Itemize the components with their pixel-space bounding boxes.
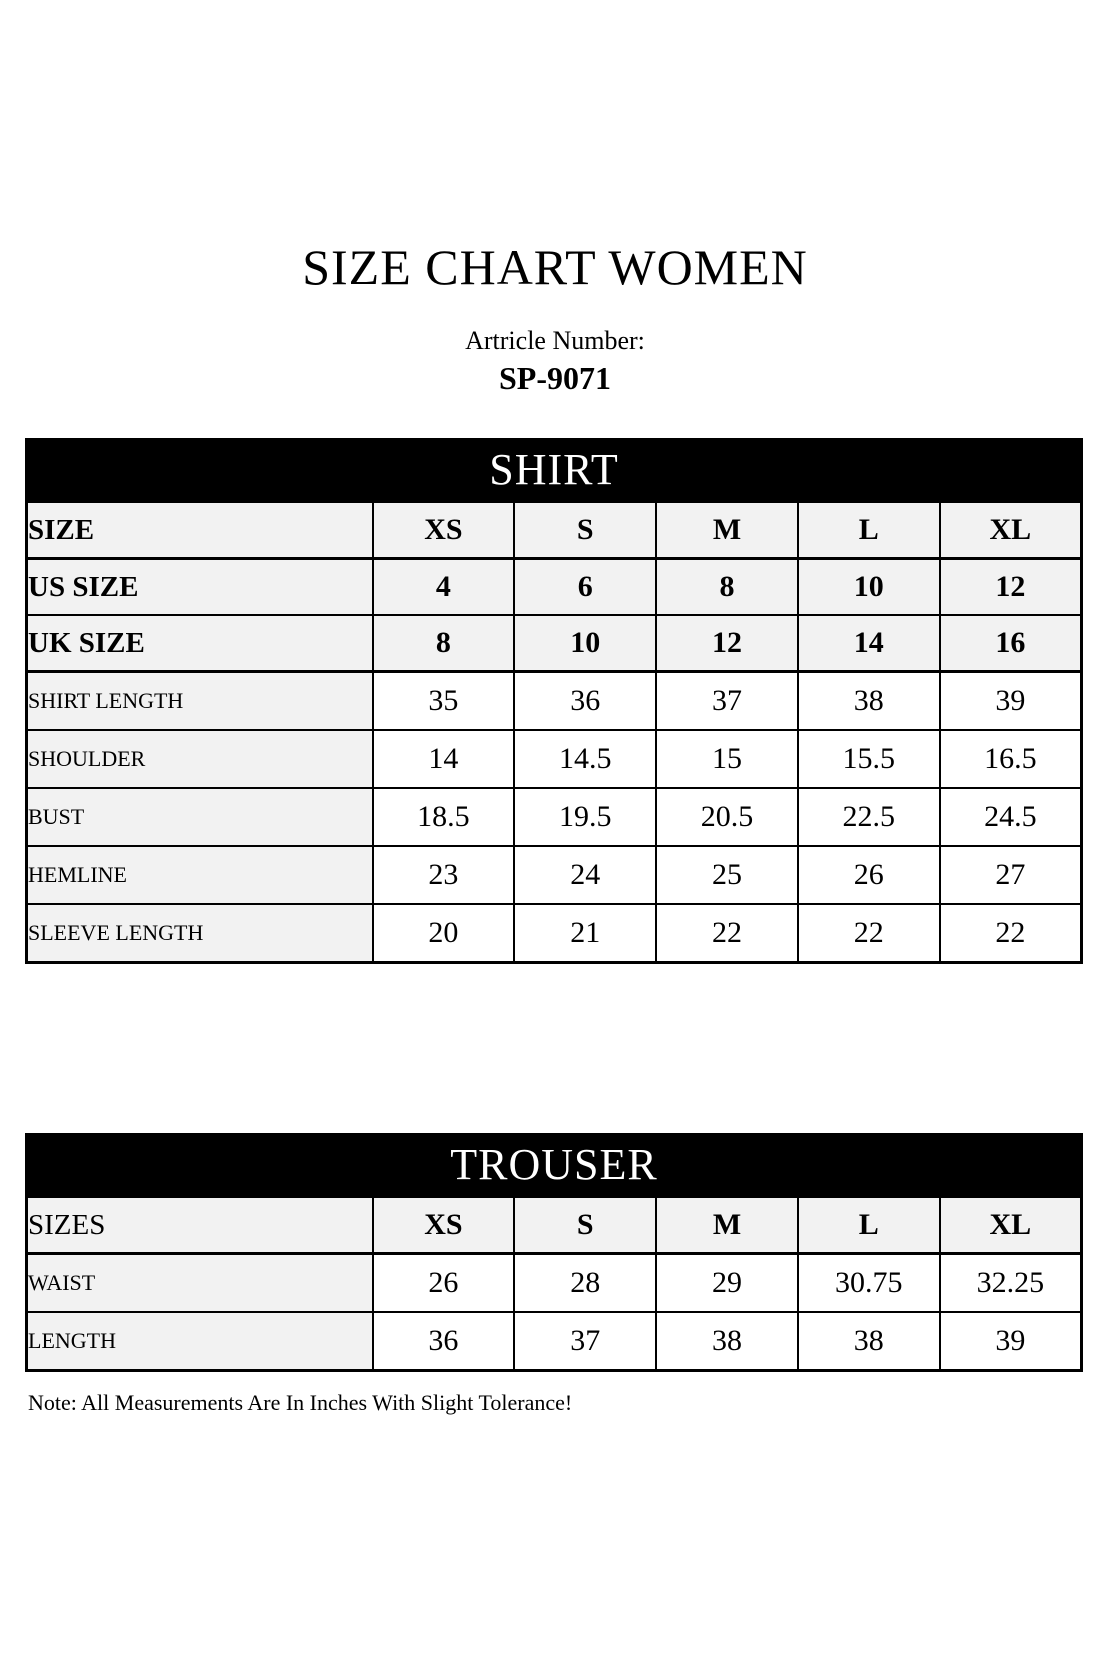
size-value-cell: 8 bbox=[656, 559, 798, 616]
size-value-cell: 30.75 bbox=[798, 1254, 940, 1313]
row-label: LENGTH bbox=[27, 1312, 373, 1371]
size-value-cell: 36 bbox=[514, 672, 656, 731]
size-value-cell: 22.5 bbox=[798, 788, 940, 846]
size-value-cell: 8 bbox=[373, 615, 515, 672]
row-label: SIZE bbox=[27, 502, 373, 559]
size-column-header: M bbox=[656, 502, 798, 559]
size-value-cell: 36 bbox=[373, 1312, 515, 1371]
size-column-header: XS bbox=[373, 1197, 515, 1254]
size-column-header: L bbox=[798, 1197, 940, 1254]
size-value-cell: 15 bbox=[656, 730, 798, 788]
size-value-cell: 15.5 bbox=[798, 730, 940, 788]
table-row bbox=[27, 559, 1082, 616]
size-column-header: XL bbox=[940, 1197, 1082, 1254]
shirt-section bbox=[25, 438, 1083, 964]
size-value-cell: 20 bbox=[373, 904, 515, 963]
table-row bbox=[27, 1312, 1082, 1371]
size-value-cell: 6 bbox=[514, 559, 656, 616]
size-value-cell: 24.5 bbox=[940, 788, 1082, 846]
size-value-cell: 28 bbox=[514, 1254, 656, 1313]
size-value-cell: 12 bbox=[940, 559, 1082, 616]
size-column-header: L bbox=[798, 502, 940, 559]
size-value-cell: 38 bbox=[656, 1312, 798, 1371]
size-value-cell: 22 bbox=[940, 904, 1082, 963]
size-value-cell: 29 bbox=[656, 1254, 798, 1313]
row-label: UK SIZE bbox=[27, 615, 373, 672]
size-value-cell: 14 bbox=[798, 615, 940, 672]
size-value-cell: 10 bbox=[798, 559, 940, 616]
table-row bbox=[27, 904, 1082, 963]
size-value-cell: 25 bbox=[656, 846, 798, 904]
row-label: US SIZE bbox=[27, 559, 373, 616]
trouser-table-title: TROUSER bbox=[450, 1139, 658, 1189]
size-value-cell: 10 bbox=[514, 615, 656, 672]
article-number-value: SP-9071 bbox=[499, 360, 611, 396]
size-value-cell: 18.5 bbox=[373, 788, 515, 846]
article-number-label: Artricle Number: bbox=[465, 326, 645, 355]
trouser-section bbox=[25, 1133, 1083, 1372]
trouser-size-table bbox=[25, 1195, 1083, 1372]
size-column-header: XS bbox=[373, 502, 515, 559]
size-value-cell: 38 bbox=[798, 1312, 940, 1371]
shirt-size-table bbox=[25, 500, 1083, 964]
size-value-cell: 32.25 bbox=[940, 1254, 1082, 1313]
size-value-cell: 16 bbox=[940, 615, 1082, 672]
measurement-note: Note: All Measurements Are In Inches With Slight Tolerance! bbox=[28, 1390, 573, 1415]
size-value-cell: 12 bbox=[656, 615, 798, 672]
shirt-table-title: SHIRT bbox=[489, 444, 619, 494]
header-row bbox=[27, 1197, 1082, 1254]
row-label: WAIST bbox=[27, 1254, 373, 1313]
row-label: SLEEVE LENGTH bbox=[27, 904, 373, 963]
size-value-cell: 24 bbox=[514, 846, 656, 904]
size-value-cell: 26 bbox=[798, 846, 940, 904]
table-row bbox=[27, 615, 1082, 672]
size-column-header: S bbox=[514, 1197, 656, 1254]
table-row bbox=[27, 730, 1082, 788]
size-value-cell: 19.5 bbox=[514, 788, 656, 846]
size-value-cell: 4 bbox=[373, 559, 515, 616]
size-column-header: M bbox=[656, 1197, 798, 1254]
size-value-cell: 27 bbox=[940, 846, 1082, 904]
table-row bbox=[27, 846, 1082, 904]
size-value-cell: 23 bbox=[373, 846, 515, 904]
size-value-cell: 14 bbox=[373, 730, 515, 788]
shirt-table-title-bar bbox=[25, 438, 1083, 500]
row-label: SIZES bbox=[27, 1197, 373, 1254]
row-label: SHIRT LENGTH bbox=[27, 672, 373, 731]
size-value-cell: 26 bbox=[373, 1254, 515, 1313]
size-value-cell: 37 bbox=[514, 1312, 656, 1371]
header-row bbox=[27, 502, 1082, 559]
size-value-cell: 16.5 bbox=[940, 730, 1082, 788]
row-label: HEMLINE bbox=[27, 846, 373, 904]
table-row bbox=[27, 788, 1082, 846]
row-label: BUST bbox=[27, 788, 373, 846]
size-value-cell: 38 bbox=[798, 672, 940, 731]
size-value-cell: 22 bbox=[798, 904, 940, 963]
size-value-cell: 37 bbox=[656, 672, 798, 731]
size-value-cell: 39 bbox=[940, 1312, 1082, 1371]
size-column-header: S bbox=[514, 502, 656, 559]
size-value-cell: 22 bbox=[656, 904, 798, 963]
size-value-cell: 39 bbox=[940, 672, 1082, 731]
size-value-cell: 14.5 bbox=[514, 730, 656, 788]
size-value-cell: 35 bbox=[373, 672, 515, 731]
size-column-header: XL bbox=[940, 502, 1082, 559]
table-row bbox=[27, 1254, 1082, 1313]
table-row bbox=[27, 672, 1082, 731]
page-title: SIZE CHART WOMEN bbox=[302, 239, 808, 295]
trouser-table-title-bar bbox=[25, 1133, 1083, 1195]
row-label: SHOULDER bbox=[27, 730, 373, 788]
size-value-cell: 20.5 bbox=[656, 788, 798, 846]
size-value-cell: 21 bbox=[514, 904, 656, 963]
